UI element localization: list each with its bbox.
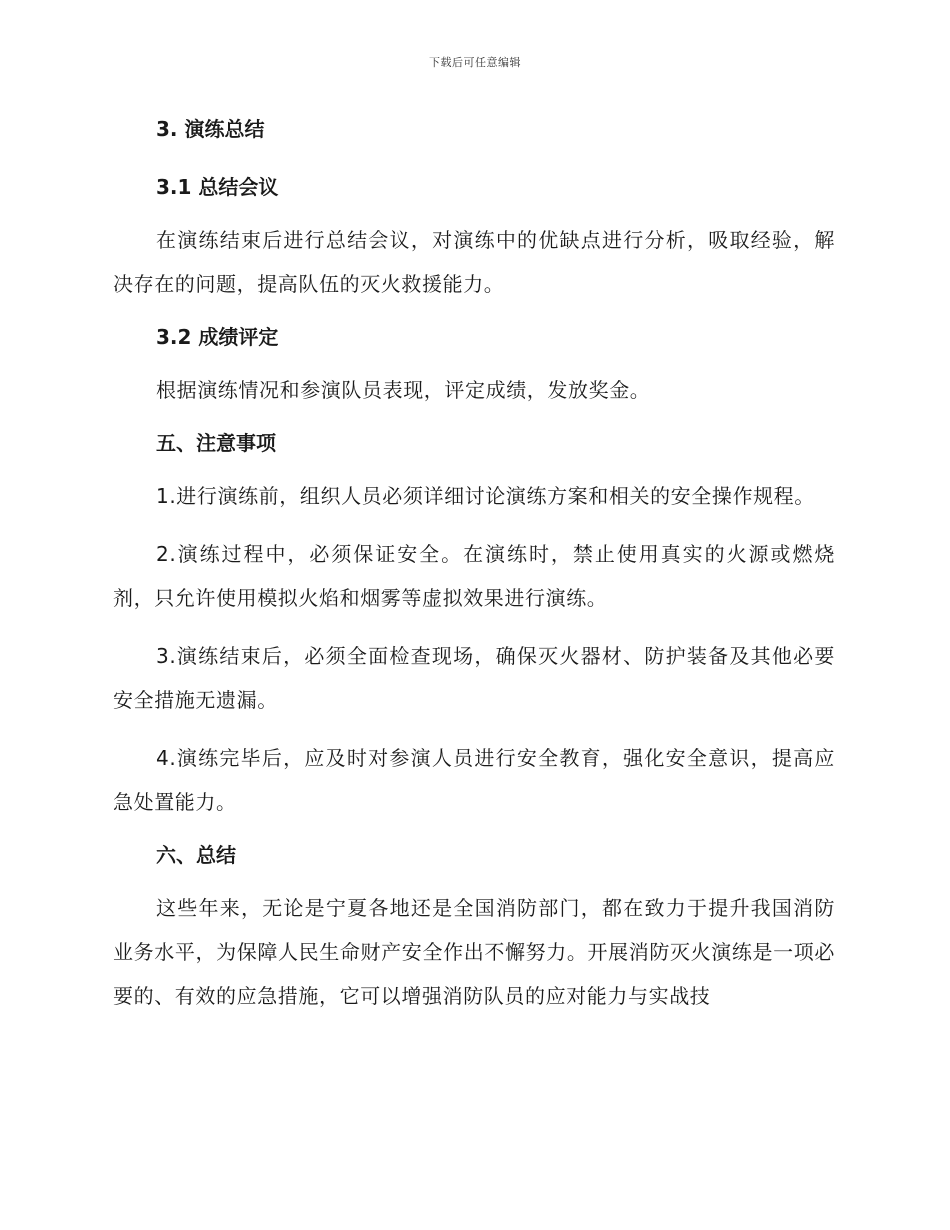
paragraph-score-evaluation: 根据演练情况和参演队员表现，评定成绩，发放奖金。 — [156, 378, 651, 402]
paragraph-precaution-4: 4.演练完毕后，应及时对参演人员进行安全教育，强化安全意识，提高应急处置能力。 — [113, 746, 835, 814]
paragraph-precaution-2: 2.演练过程中，必须保证安全。在演练时，禁止使用真实的火源或燃烧剂，只允许使用模拟火焰和烟雾等虚拟效果进行演练。 — [113, 542, 835, 610]
section-heading-precautions: 五、注意事项 — [156, 431, 276, 455]
section-heading-drill-summary: 3. 演练总结 — [156, 117, 265, 141]
subsection-heading-score-evaluation: 3.2 成绩评定 — [156, 325, 279, 349]
paragraph-conclusion: 这些年来，无论是宁夏各地还是全国消防部门，都在致力于提升我国消防业务水平，为保障人民生命财产安全作出不懈努力。开展消防灭火演练是一项必要的、有效的应急措施，它可以增强消防队员的应对能力与实战技 — [113, 896, 835, 1008]
paragraph-precaution-3: 3.演练结束后，必须全面检查现场，确保灭火器材、防护装备及其他必要安全措施无遗漏。 — [113, 644, 835, 712]
paragraph-summary-meeting: 在演练结束后进行总结会议，对演练中的优缺点进行分析，吸取经验，解决存在的问题，提高队伍的灭火救援能力。 — [113, 228, 835, 296]
section-heading-conclusion: 六、总结 — [156, 843, 236, 867]
header-note: 下载后可任意编辑 — [429, 56, 521, 69]
subsection-heading-summary-meeting: 3.1 总结会议 — [156, 175, 279, 199]
document-body — [113, 112, 835, 1018]
paragraph-precaution-1: 1.进行演练前，组织人员必须详细讨论演练方案和相关的安全操作规程。 — [156, 484, 815, 508]
